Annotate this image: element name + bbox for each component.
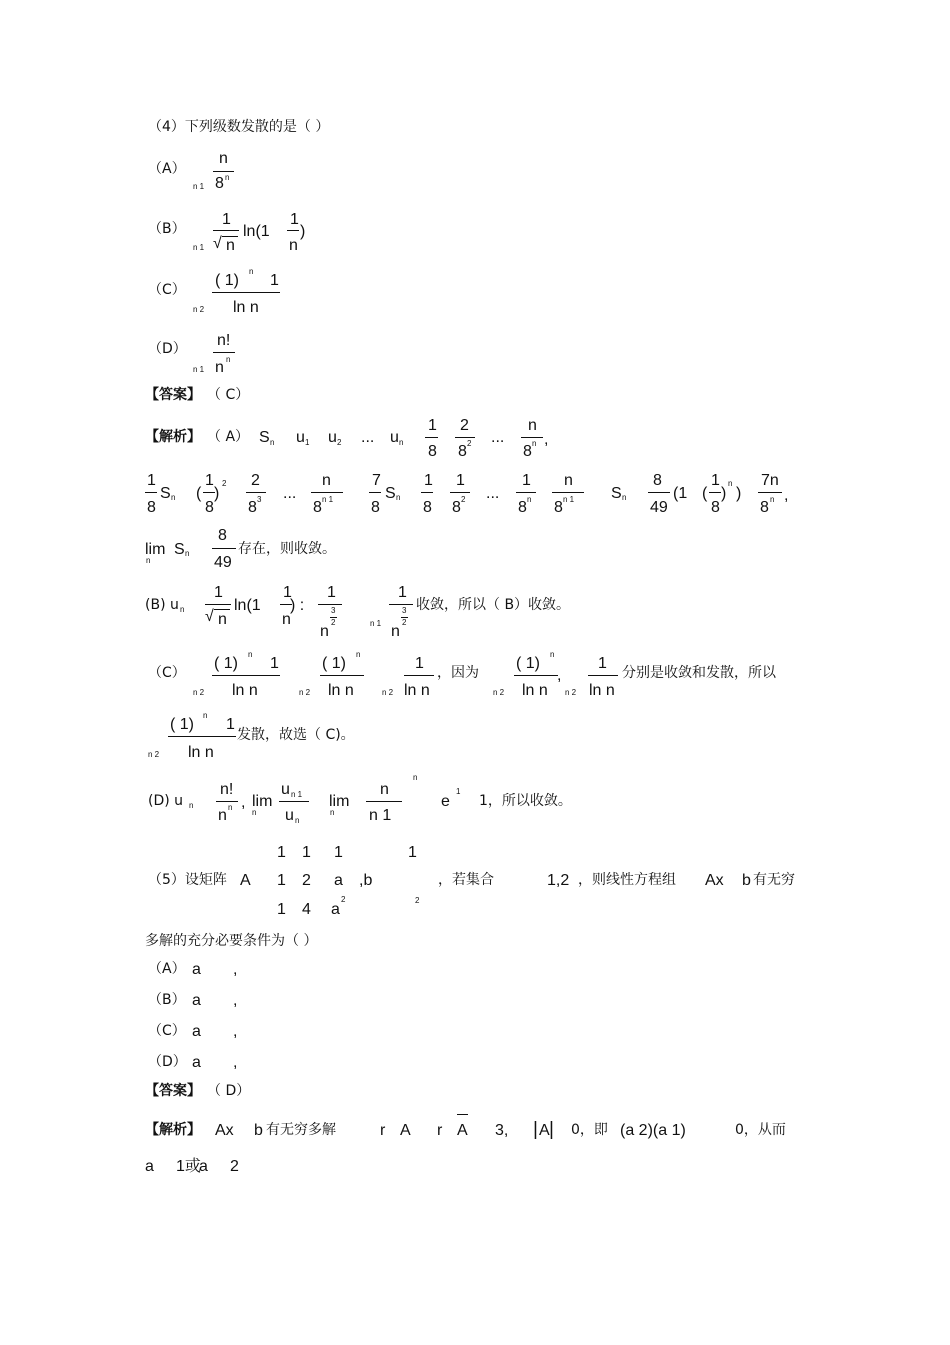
matrix-cell: a [334, 872, 343, 889]
numerator: n! [220, 781, 234, 798]
superscript: 1 [456, 787, 461, 796]
math-text: , [544, 431, 549, 448]
denominator: 8 [428, 443, 437, 460]
denominator: 8 [452, 499, 461, 516]
superscript: 2 [461, 495, 466, 504]
math-text: ) : [290, 597, 305, 614]
math-text: , [241, 794, 246, 811]
math-text: ... [486, 485, 500, 502]
explanation-text: 收敛，所以（ B）收敛。 [416, 597, 571, 613]
denominator: ln n [589, 682, 615, 699]
fraction-bar [320, 675, 364, 676]
sum-index: n 1 [193, 243, 205, 252]
fraction-bar [212, 292, 280, 293]
fraction-bar [311, 492, 343, 493]
numerator: 1 [283, 584, 292, 601]
fraction-bar [287, 230, 299, 231]
denominator: 8 [523, 443, 532, 460]
q4-option-c-label: （C） [148, 282, 186, 298]
superscript: n [226, 355, 231, 364]
denominator: 8 [248, 499, 257, 516]
answer-label: 【答案】 [145, 1083, 201, 1099]
superscript: n 1 [322, 495, 334, 504]
numerator: 2 [460, 417, 469, 434]
denominator: n [218, 611, 227, 628]
q5-option-a-label: （A） [148, 961, 186, 977]
sum-index: n 1 [193, 182, 205, 191]
denominator: u [285, 807, 294, 824]
fraction-bar [318, 604, 342, 605]
superscript: n [413, 773, 418, 782]
q5-option-b-label: （B） [148, 992, 186, 1008]
denominator: n [226, 237, 235, 254]
lim-text: lim [145, 541, 166, 558]
q4-option-b-label: （B） [148, 221, 186, 237]
superscript: n 1 [563, 495, 575, 504]
math-text: a [145, 1158, 154, 1175]
superscript: n [249, 267, 254, 276]
matrix-cell: 1 [277, 844, 286, 861]
sum-index: n 2 [193, 688, 205, 697]
numerator: 2 [251, 472, 260, 489]
numerator: 8 [653, 472, 662, 489]
explanation-text: 分别是收敛和发散，所以 [622, 665, 776, 681]
matrix-cell: 1 [302, 844, 311, 861]
math-text: , [233, 1023, 238, 1040]
q5-option-d-label: （D） [148, 1054, 187, 1070]
q5-stem: （5）设矩阵 [148, 872, 227, 888]
math-text: A [539, 1122, 550, 1139]
math-text: , [784, 487, 789, 504]
math-text: 2 [230, 1158, 239, 1175]
subscript: n [622, 493, 627, 502]
math-text: S [385, 485, 396, 502]
fraction-bar [455, 437, 475, 438]
superscript: 3 [257, 495, 262, 504]
subscript: n [146, 556, 151, 565]
fraction-bar [521, 437, 543, 438]
numerator: 1 [214, 584, 223, 601]
numerator: 1 [270, 272, 279, 289]
numerator: 7 [372, 472, 381, 489]
math-text: a [192, 1023, 201, 1040]
math-text: A [457, 1122, 468, 1139]
q4-option-d-label: （D） [148, 341, 187, 357]
sum-index: n 2 [299, 688, 311, 697]
numerator: ( 1) [516, 655, 540, 672]
subscript: n 1 [291, 790, 303, 799]
numerator: 1 [222, 211, 231, 228]
math-text: e [441, 793, 450, 810]
fraction-bar [369, 492, 381, 493]
superscript: n [550, 650, 555, 659]
fraction-bar [648, 492, 670, 493]
fraction-bar [516, 492, 536, 493]
q5-stem: ，则线性方程组 [578, 872, 676, 888]
denominator: 8 [215, 175, 224, 192]
math-text: 1,2 [547, 872, 570, 889]
numerator: 8 [218, 527, 227, 544]
denominator: n [391, 623, 400, 640]
fraction-bar [366, 801, 402, 802]
part-d-prefix: (D) u [148, 793, 184, 809]
math-text: A [240, 872, 251, 889]
numerator: 1 [327, 584, 336, 601]
denominator: ln n [188, 744, 214, 761]
math-text: a [192, 992, 201, 1009]
abs-bar-right: | [549, 1119, 554, 1140]
paren: ) [214, 485, 220, 502]
math-text: , [233, 961, 238, 978]
math-text: ,b [359, 872, 373, 889]
explanation-text: 发散，故选（ C)。 [237, 727, 355, 743]
subscript: n [189, 801, 194, 810]
math-text: S [611, 485, 622, 502]
part-c-prefix: （C） [148, 665, 186, 681]
abs-bar-left: | [533, 1119, 538, 1140]
matrix-cell: 4 [302, 901, 311, 918]
math-text: ) [736, 485, 742, 502]
fraction-bar [213, 171, 234, 172]
numerator: n! [217, 332, 231, 349]
denominator: 49 [650, 499, 668, 516]
denominator: n [320, 623, 329, 640]
denominator: n [289, 237, 298, 254]
math-text: , [557, 667, 562, 684]
denominator: 8 [518, 499, 527, 516]
sqrt-bar [214, 609, 230, 610]
q5-stem: 有无穷 [753, 872, 795, 888]
lim-text: lim [329, 793, 350, 810]
denominator: n [282, 611, 291, 628]
denominator: ln n [404, 682, 430, 699]
fraction-bar [213, 230, 239, 231]
sum-index: n 2 [493, 688, 505, 697]
matrix-cell: 1 [334, 844, 343, 861]
numerator: ( 1) [170, 716, 194, 733]
fraction-bar [514, 675, 558, 676]
matrix-cell: 1 [277, 872, 286, 889]
explanation-text: 有无穷多解 [266, 1122, 336, 1138]
superscript: n [203, 711, 208, 720]
fraction-bar [212, 548, 236, 549]
denominator: ln n [522, 682, 548, 699]
math-text: , [233, 1054, 238, 1071]
denominator: ln n [232, 682, 258, 699]
denominator: n 1 [369, 807, 392, 824]
math-text: Ax [215, 1122, 234, 1139]
subscript: n [270, 438, 275, 447]
math-text: u [296, 429, 305, 446]
denominator: 49 [214, 554, 232, 571]
fraction-bar [216, 801, 238, 802]
math-text: A [400, 1122, 411, 1139]
math-text: a [192, 961, 201, 978]
numerator: 1 [415, 655, 424, 672]
subscript: n [185, 549, 190, 558]
fraction-bar [425, 437, 438, 438]
fraction-bar [758, 492, 782, 493]
fraction-bar [588, 675, 618, 676]
explanation-text: 0，即 [571, 1122, 608, 1138]
numerator: 1 [711, 472, 720, 489]
numerator: 1 [398, 584, 407, 601]
numerator: 7n [761, 472, 779, 489]
numerator: n [528, 417, 537, 434]
fraction-bar [709, 492, 721, 493]
superscript: 2 [415, 896, 420, 905]
fraction-bar [168, 736, 236, 737]
denominator: 8 [205, 499, 214, 516]
subscript: n [399, 438, 404, 447]
denominator: 8 [760, 499, 769, 516]
fraction-bar [246, 492, 266, 493]
part-b-prefix: (B) u [145, 597, 179, 613]
superscript: n [728, 479, 733, 488]
denominator: 8 [371, 499, 380, 516]
subscript: n [171, 493, 176, 502]
math-text: S [259, 429, 270, 446]
math-text: (1 [673, 485, 688, 502]
numerator: n [219, 150, 228, 167]
fraction-bar [389, 604, 413, 605]
numerator: 1 [205, 472, 214, 489]
sum-index: n 1 [193, 365, 205, 374]
fraction-bar [552, 492, 584, 493]
superscript: n [248, 650, 253, 659]
analysis-label: 【解析】 [145, 429, 201, 445]
lim-text: lim [252, 793, 273, 810]
exponent-numerator: 3 [402, 606, 407, 615]
fraction-bar [404, 675, 434, 676]
q5-stem: 多解的充分必要条件为（ ） [145, 933, 318, 949]
fraction-bar [279, 801, 309, 802]
sum-index: n 2 [148, 750, 160, 759]
denominator: 8 [458, 443, 467, 460]
numerator: 1 [147, 472, 156, 489]
fraction-bar [450, 492, 470, 493]
q5-option-c-label: （C） [148, 1023, 186, 1039]
matrix-cell: a [331, 901, 340, 918]
paren: ) [721, 485, 727, 502]
denominator: 8 [147, 499, 156, 516]
q4-stem: （4）下列级数发散的是（ ） [148, 119, 330, 135]
denominator: n [218, 807, 227, 824]
superscript: n [532, 439, 537, 448]
matrix-cell: 1 [277, 901, 286, 918]
denominator: 8 [711, 499, 720, 516]
answer-value: （ C） [207, 387, 250, 403]
numerator: 1 [424, 472, 433, 489]
math-text: b [742, 872, 751, 889]
subscript: n [330, 808, 335, 817]
overline [457, 1114, 468, 1115]
denominator: ln n [328, 682, 354, 699]
sqrt-icon: √ [213, 235, 222, 252]
subscript: n [252, 808, 257, 817]
numerator: 1 [522, 472, 531, 489]
sum-index: n 1 [370, 619, 382, 628]
sqrt-icon: √ [205, 608, 214, 625]
exponent-denominator: 2 [331, 618, 336, 627]
sum-index: n 2 [382, 688, 394, 697]
part-a-prefix: （ A） [207, 429, 250, 445]
math-text: Ax [705, 872, 724, 889]
explanation-text: 存在，则收敛。 [238, 541, 336, 557]
answer-value: （ D） [207, 1083, 251, 1099]
numerator: u [281, 781, 290, 798]
numerator: n [564, 472, 573, 489]
vector-cell: 1 [408, 844, 417, 861]
superscript: n [356, 650, 361, 659]
denominator: 8 [423, 499, 432, 516]
numerator: 1 [456, 472, 465, 489]
superscript: 2 [222, 479, 227, 488]
sum-index: n 2 [193, 305, 205, 314]
numerator: ( 1) [214, 655, 238, 672]
numerator: 1 [270, 655, 279, 672]
paren: ) [300, 223, 306, 240]
denominator: 8 [313, 499, 322, 516]
subscript: n [180, 605, 185, 614]
fraction-bar [145, 492, 157, 493]
numerator: 1 [226, 716, 235, 733]
denominator: 8 [554, 499, 563, 516]
numerator: 1 [598, 655, 607, 672]
explanation-text: 1，所以收敛。 [479, 793, 572, 809]
numerator: ( 1) [322, 655, 346, 672]
explanation-text: 0，从而 [735, 1122, 786, 1138]
q5-stem: ，若集合 [438, 872, 494, 888]
explanation-text: ，因为 [437, 665, 479, 681]
numerator: 1 [428, 417, 437, 434]
q4-option-a-label: （A） [148, 161, 186, 177]
paren: ( [196, 485, 202, 502]
fraction-bar [212, 675, 280, 676]
subscript: 1 [305, 438, 310, 447]
numerator: 1 [290, 211, 299, 228]
exponent-denominator: 2 [402, 618, 407, 627]
math-text: , [233, 992, 238, 1009]
math-text: u [390, 429, 399, 446]
numerator: n [322, 472, 331, 489]
superscript: n [770, 495, 775, 504]
matrix-cell: 2 [302, 872, 311, 889]
fraction-bar [205, 604, 231, 605]
superscript: 2 [467, 439, 472, 448]
answer-label: 【答案】 [145, 387, 201, 403]
superscript: 2 [341, 895, 346, 904]
fraction-bar [213, 352, 235, 353]
numerator: ( 1) [215, 272, 239, 289]
subscript: 2 [337, 438, 342, 447]
denominator: ln n [233, 299, 259, 316]
math-text: ... [491, 429, 505, 446]
subscript: n [295, 816, 300, 825]
sum-index: n 2 [565, 688, 577, 697]
math-text: (a 2)(a 1) [620, 1122, 686, 1139]
fraction-bar [421, 492, 433, 493]
superscript: n [225, 173, 230, 182]
analysis-label: 【解析】 [145, 1122, 201, 1138]
superscript: n [228, 803, 233, 812]
math-text: S [160, 485, 171, 502]
math-text: ln(1 [234, 597, 261, 614]
math-text: ... [361, 429, 375, 446]
math-text: r [380, 1122, 386, 1139]
math-text: a [192, 1054, 201, 1071]
math-text: a [199, 1158, 208, 1175]
math-text: r [437, 1122, 443, 1139]
paren: ( [702, 485, 708, 502]
math-text: 3, [495, 1122, 509, 1139]
superscript: n [527, 495, 532, 504]
log-text: ln(1 [243, 223, 270, 240]
math-text: 1或 [176, 1158, 201, 1175]
denominator: n [215, 359, 224, 376]
math-text: ... [283, 485, 297, 502]
math-text: u [328, 429, 337, 446]
math-text: b [254, 1122, 263, 1139]
math-text: S [174, 541, 185, 558]
subscript: n [396, 493, 401, 502]
exponent-numerator: 3 [331, 606, 336, 615]
numerator: n [380, 781, 389, 798]
